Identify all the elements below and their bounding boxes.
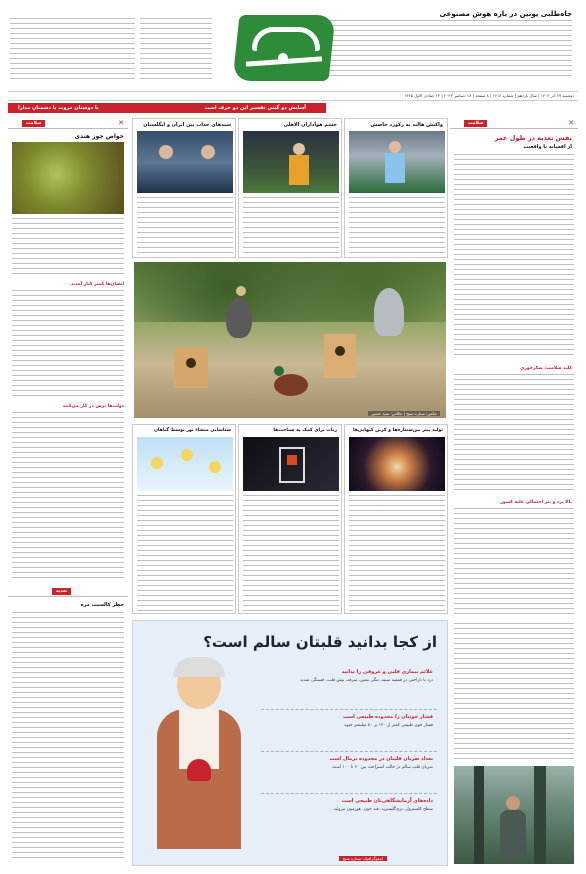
infographic-source: اینفوگرافیک: ستاره صبح <box>339 856 387 861</box>
doctor-illustration <box>143 655 255 851</box>
newspaper-logo <box>222 13 342 85</box>
right-column <box>450 118 578 868</box>
subhead-nutrition: از افسانه تا واقعیت <box>523 144 572 150</box>
section-tag-health2: تغذیه <box>8 588 128 597</box>
crane-bird <box>226 298 252 338</box>
headline-robot: ربات برای کمک به شناخت‌ها <box>273 428 337 433</box>
section-tag-right: سلامت ✕ <box>450 120 578 129</box>
haaland-photo <box>349 131 445 193</box>
heart-icon <box>187 759 211 781</box>
infographic-item-2: فشار خونتان را محدوده طبیعی است فشار خون طبیعی کمتر از ۱۲۰ بر ۸۰ میلیمتر جیوه <box>261 709 437 747</box>
infographic-items <box>261 667 437 837</box>
coach-photo <box>137 131 233 193</box>
subhead-1: کلید سلامت: شکرخوری <box>520 366 572 371</box>
forest-photo <box>454 766 574 864</box>
headline-alahly: خشم هواداران الاهلی <box>283 122 337 128</box>
middle-articles <box>132 424 448 614</box>
headline-plants: شناسایی منشاء‌ نور توسط گیاهان <box>154 428 231 433</box>
masthead-info-left <box>10 18 135 80</box>
top-headline: جاه‌طلبی پوتین در باره هوش مصنوعی <box>439 10 572 18</box>
issue-strip <box>8 91 578 101</box>
subhead-left-1: انسان‌ها کمتر کنار آمدند <box>70 282 124 287</box>
photo-caption: عکس: ستاره صبح | عکاس: سید حسین <box>368 411 440 416</box>
headline-nutrition: نقش تغذیه در طول عمر <box>494 134 572 142</box>
headline-stars: تولید بیتر بین‌سنتاره‌ها و کربن کیهانی‌ها <box>352 428 443 433</box>
top-articles <box>132 118 448 258</box>
masthead <box>0 0 586 90</box>
headline-cardamom: خواص جوز هندی <box>74 133 124 140</box>
slogan-left: با دوستان مروت با دشمنان مدارا <box>18 105 99 111</box>
birdhouse-left <box>174 348 208 388</box>
subhead-left-2: دولت‌ها ترس در کار می‌کنند <box>62 404 124 409</box>
infographic-item-1: علائم بیماری قلبی و عروقی را بدانید درد یا ناراحتی در قفسه سینه، تنگی نفس، سرفه، تپش قلب، خستگی شدید <box>300 669 433 683</box>
left-column <box>8 118 128 868</box>
infographic-item-4: داده‌های آزمایشگاهی‌تان طبیعی است سطح کلسترول، تری‌گلیسرید، قند خون، هورمون تیروئید <box>261 793 437 833</box>
flower-photo <box>137 437 233 491</box>
masthead-info-mid <box>140 18 212 80</box>
headline-iran-england: سبدهای جذاب بین ایران و انگلستان <box>143 122 231 128</box>
galaxy-photo <box>349 437 445 491</box>
section-tag-left: سلامت ✕ <box>8 120 128 129</box>
cardamom-photo <box>12 142 124 214</box>
robot-photo <box>243 437 339 491</box>
pheasant-bird <box>274 374 308 396</box>
subhead-2: بالا برد و نثر احتمالی علیه کشور <box>500 500 572 505</box>
headline-left-3: خطر کالسیت مزه <box>80 602 124 608</box>
alahly-photo <box>243 131 339 193</box>
infographic-title: از کجا بدانید قلبتان سالم است؟ <box>203 633 437 651</box>
heron-bird <box>374 288 404 336</box>
health-infographic <box>132 620 448 866</box>
slogan-right: آسایش دو گیتی تفسیر این دو حرف است <box>204 105 306 111</box>
chevron-icon: ✕ <box>118 119 124 127</box>
infographic-item-3: تعداد ضربان قلبتان در محدوده نرمال است ضربان قلب سالم در حالت استراحت بین ۶۰ تا ۱۰۰ است <box>261 751 437 789</box>
slogan-strip <box>8 103 326 113</box>
birdhouse-right <box>324 334 356 378</box>
birds-photo <box>134 262 446 418</box>
chevron-icon: ✕ <box>568 119 574 127</box>
headline-haaland: واکنش هالند به رکورد خاصش <box>370 122 443 128</box>
issue-line: دوشنبه ۲۷ آذر ۱۴۰۲ | سال یازدهم | شماره ۲۶۱۶ | ۸ صفحه | ۱۸ دسامبر ۲۰۲۳ | ۲۴ جمادی الاول ۱۴۴۵ <box>404 93 574 98</box>
